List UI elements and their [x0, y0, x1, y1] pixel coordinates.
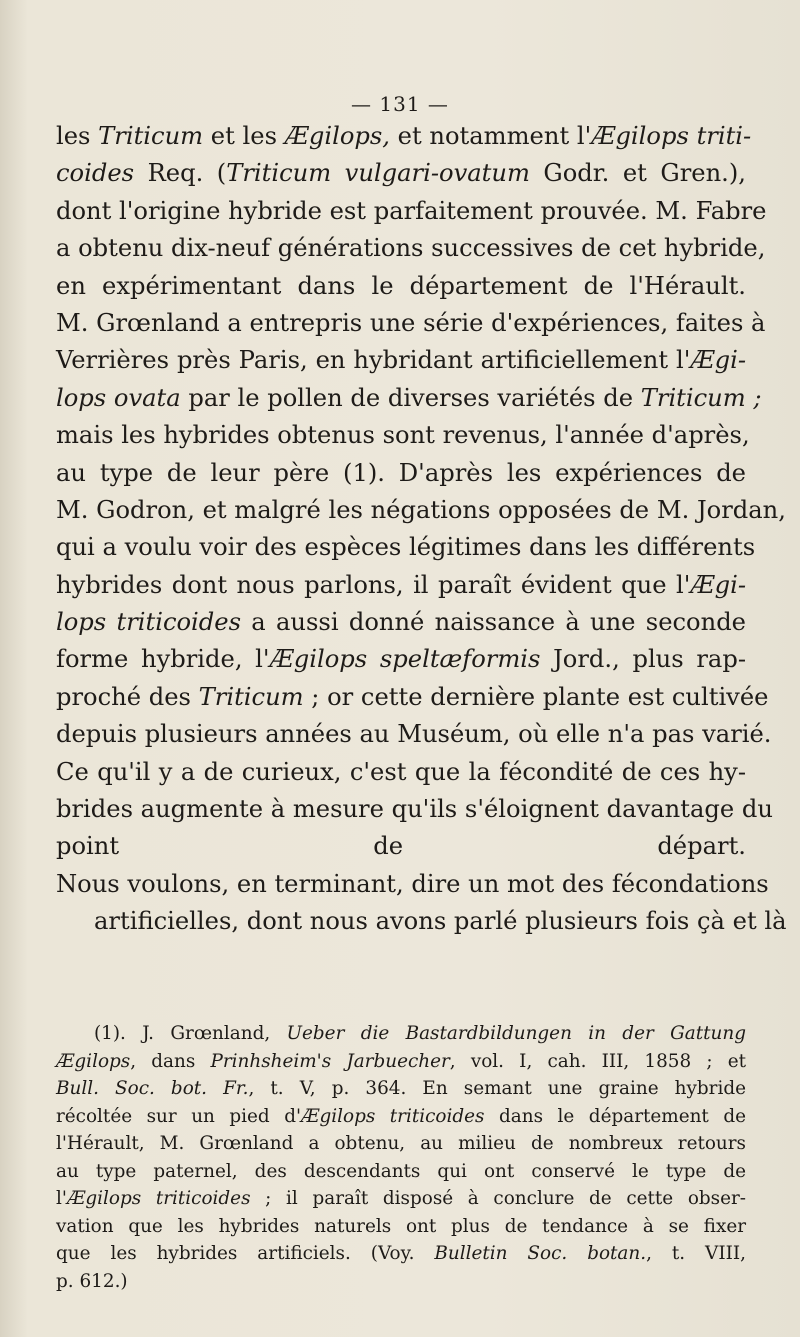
text-line: Ce qu'il y a de curieux, c'est que la fécondité de ces hy- [56, 757, 746, 786]
main-text [56, 118, 787, 978]
footnote-line: récoltée sur un pied d'Ægilops triticoides dans le département de [56, 1105, 746, 1127]
text-line: qui a voulu voir des espèces légitimes dans les différents [56, 533, 756, 562]
text-line: forme hybride, l'Ægilops speltæformis Jord., plus rap- [56, 645, 746, 674]
footnote-line: Bull. Soc. bot. Fr., t. V, p. 364. En semant une graine hybride [56, 1078, 747, 1099]
text-line: depuis plusieurs années au Muséum, où elle n'a pas varié. [56, 720, 772, 749]
footnote-line: (1). J. Grœnland, Ueber die Bastardbildungen in der Gattung [94, 1023, 746, 1044]
text-line: M. Godron, et malgré les négations opposées de M. Jordan, [56, 495, 786, 524]
text-line: en expérimentant dans le département de l'Hérault. [56, 271, 746, 300]
text-line: lops ovata par le pollen de diverses variétés de Triticum ; [56, 383, 762, 412]
text-line: au type de leur père (1). D'après les expériences de [56, 458, 746, 487]
footnote-line: au type paternel, des descendants qui ont conservé le type de [56, 1160, 746, 1182]
text-line: artificielles, dont nous avons parlé plusieurs fois çà et là [94, 907, 787, 936]
text-line: les Triticum et les Ægilops, et notamment l'Ægilops triti- [56, 122, 752, 150]
footnote [56, 1020, 746, 1295]
footnote-line: l'Ægilops triticoides ; il paraît disposé à conclure de cette obser- [56, 1188, 746, 1209]
text-line: brides augmente à mesure qu'ils s'éloignent davantage du [56, 795, 773, 824]
text-line: mais les hybrides obtenus sont revenus, l'année d'après, [56, 421, 750, 450]
footnote-line: que les hybrides artificiels. (Voy. Bulletin Soc. botan., t. VIII, [56, 1243, 746, 1264]
text-line: coides Req. (Triticum vulgari-ovatum Godr. et Gren.), [56, 159, 746, 188]
text-line: dont l'origine hybride est parfaitement prouvée. M. Fabre [56, 196, 767, 225]
text-line [56, 941, 746, 978]
text-line: a obtenu dix-neuf générations successives de cet hybride, [56, 234, 766, 263]
footnote-line: Ægilops, dans Prinhsheim's Jarbuecher, vol. I, cah. III, 1858 ; et [56, 1050, 747, 1072]
footnote-line: vation que les hybrides naturels ont plus de tendance à se fixer [56, 1215, 746, 1237]
text-line: Nous voulons, en terminant, dire un mot des fécondations [56, 869, 769, 898]
footnote-line: p. 612.) [56, 1270, 128, 1292]
text-line: Verrières près Paris, en hybridant artificiellement l'Ægi- [56, 346, 746, 375]
page-number: — 131 — [351, 92, 449, 116]
text-line: M. Grœnland a entrepris une série d'expériences, faites à [56, 308, 766, 337]
text-line: lops triticoides a aussi donné naissance à une seconde [56, 608, 746, 637]
text-line: hybrides dont nous parlons, il paraît évident que l'Ægi- [56, 570, 746, 599]
footnote-line: l'Hérault, M. Grœnland a obtenu, au milieu de nombreux retours [56, 1133, 746, 1154]
text-line: point de départ. [56, 832, 746, 861]
text-line: proché des Triticum ; or cette dernière plante est cultivée [56, 682, 769, 711]
